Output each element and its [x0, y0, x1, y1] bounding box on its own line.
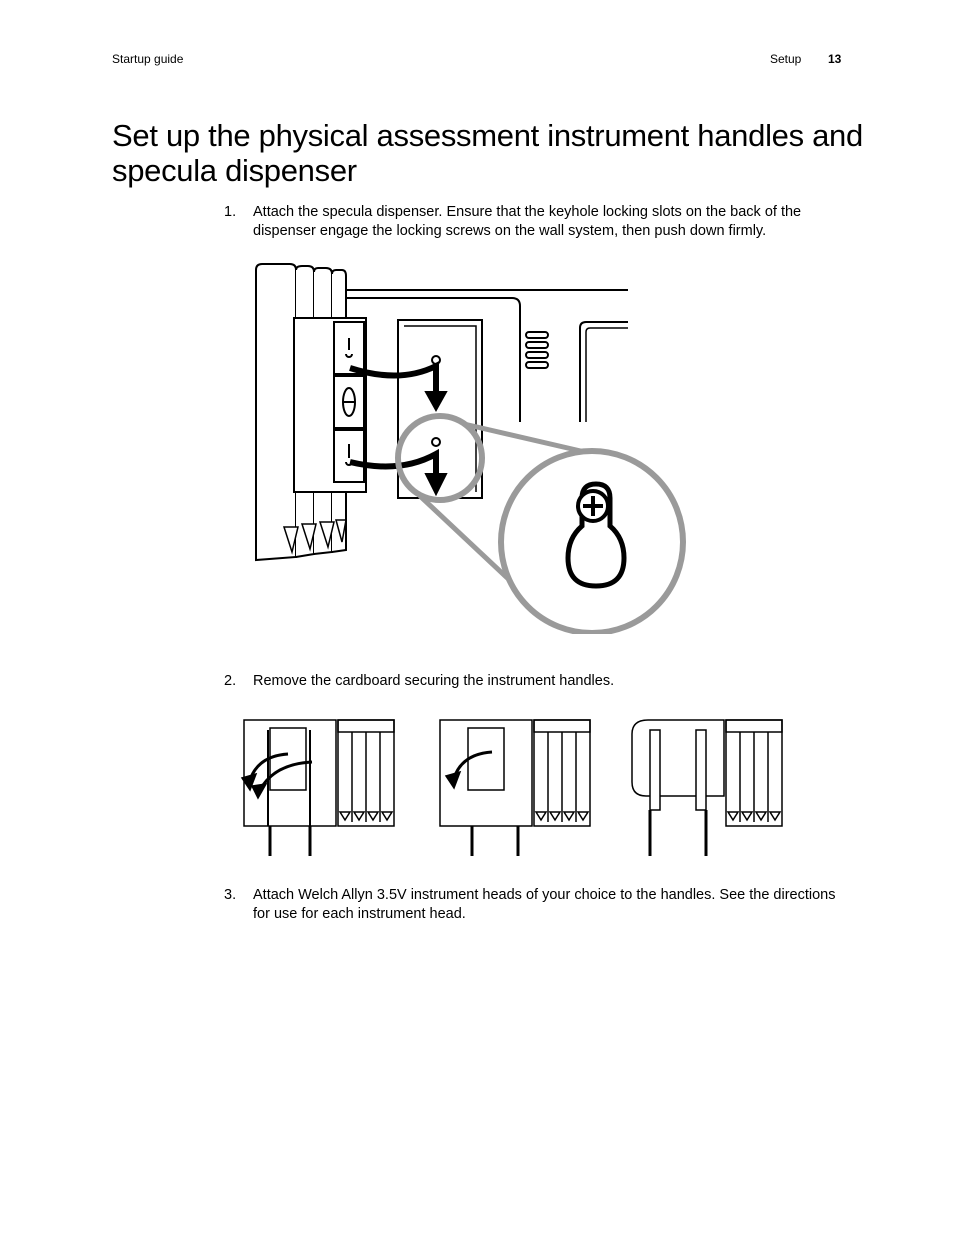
step-text: Remove the cardboard securing the instrument handles.	[253, 673, 615, 689]
step-number: 3.	[224, 887, 237, 903]
running-header-section: Setup	[770, 52, 802, 66]
panel-3	[632, 720, 782, 856]
page-title: Set up the physical assessment instrument handles and specula dispenser	[112, 118, 863, 188]
panel-2	[440, 720, 590, 856]
step-number: 1.	[224, 204, 237, 220]
page-number: 13	[828, 52, 842, 66]
panel-1	[242, 720, 394, 856]
step-text: Attach Welch Allyn 3.5V instrument heads of your choice to the handles. See the directions for use for each instrument head.	[253, 887, 836, 922]
running-header-title: Startup guide	[112, 52, 184, 66]
step-text: Attach the specula dispenser. Ensure that the keyhole locking slots on the back of the dispenser engage the locking screws on the wall system, then push down firmly.	[253, 204, 802, 239]
step-number: 2.	[224, 673, 237, 689]
cardboard-removal-figure	[230, 716, 800, 858]
specula-dispenser-figure	[250, 262, 690, 634]
